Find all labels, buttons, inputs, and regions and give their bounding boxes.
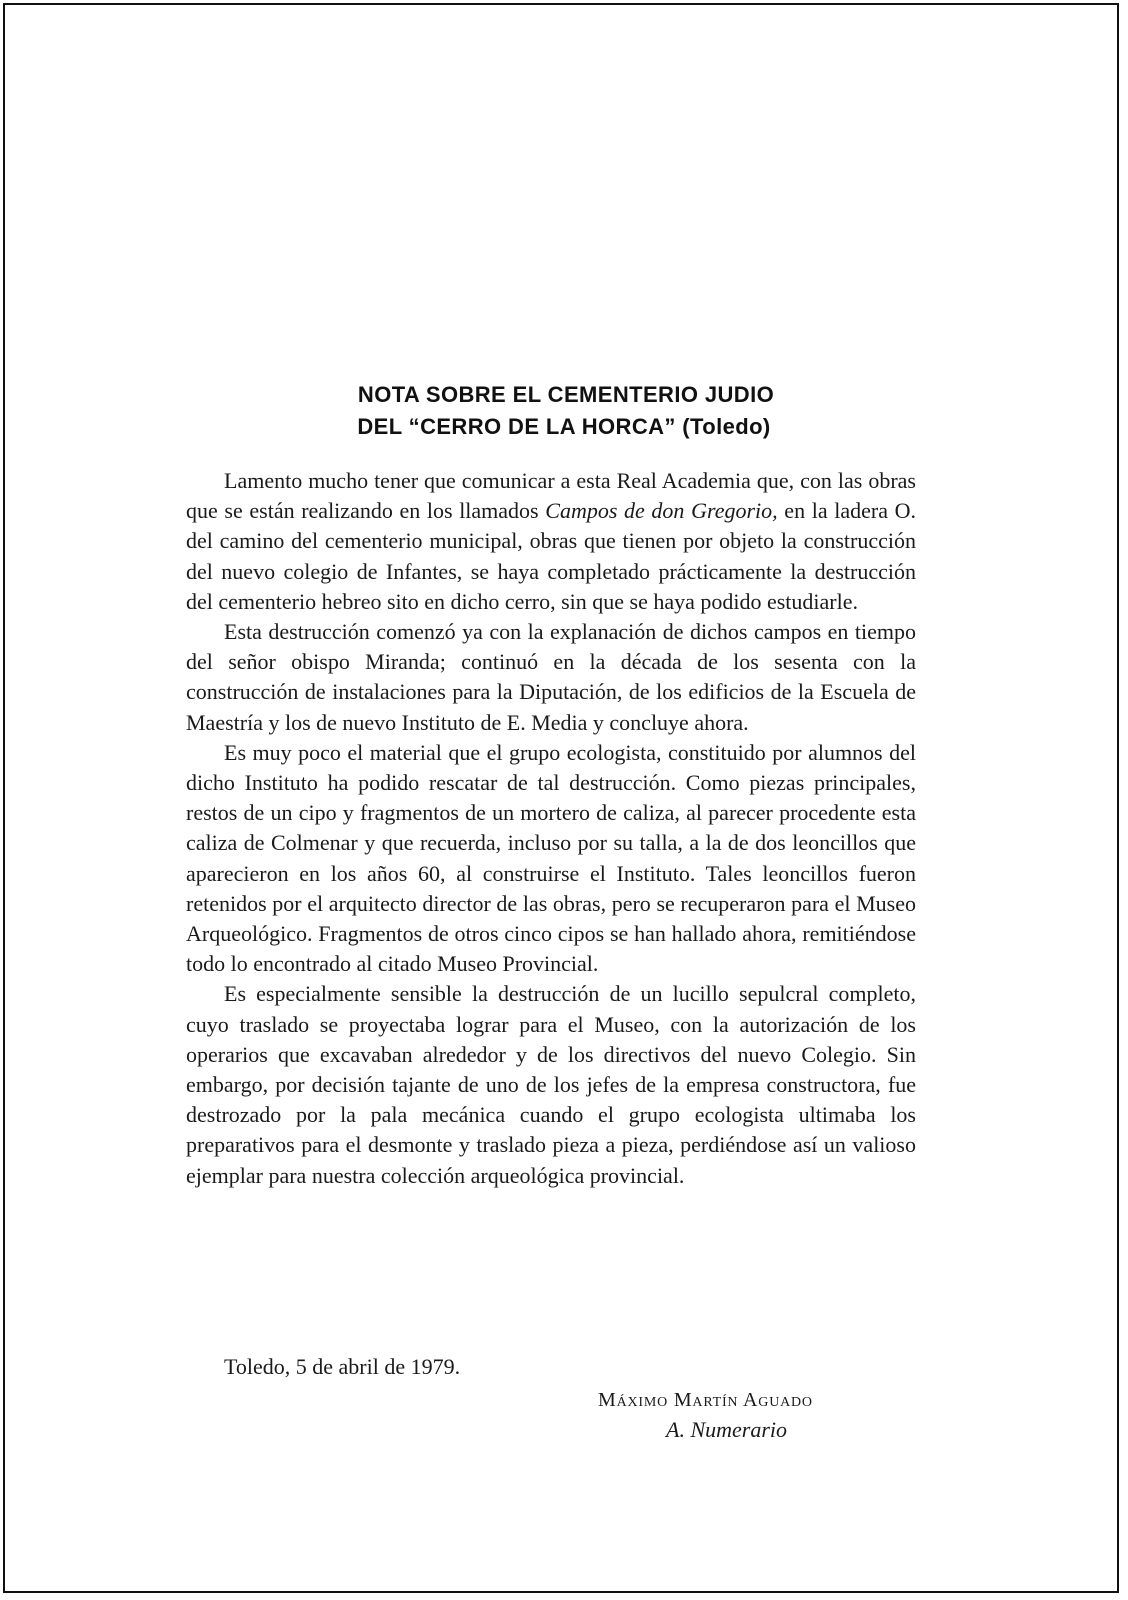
- title-line-2: DEL “CERRO DE LA HORCA” (Toledo): [357, 414, 771, 439]
- paragraph-1-text-b: en la ladera O. del camino del cementerio municipal, obras que tienen por objeto la construcción del nuevo colegio de Infantes, se haya completado prácticamente la destrucción del cementerio hebreo sito en dicho cerro, sin que se haya podido estudiarle.: [186, 498, 916, 614]
- signature-name: Máximo Martín Aguado: [598, 1389, 813, 1411]
- signature-title: A. Numerario: [666, 1417, 787, 1442]
- article-body: [186, 466, 916, 1191]
- paragraph-4: Es especialmente sensible la destrucción de un lucillo sepulcral completo, cuyo traslado se proyectaba lograr para el Museo, con la autorización de los operarios que excavaban alrededor y de los directivos del nuevo Colegio. Sin embargo, por decisión tajante de uno de los jefes de la empresa constructora, fue destrozado por la pala mecánica cuando el grupo ecologista ultimaba los preparativos para el desmonte y traslado pieza a pieza, perdiéndose así un valioso ejemplar para nuestra colección arqueológica provincial.: [186, 981, 916, 1188]
- paragraph-1: [186, 466, 916, 617]
- paragraph-1-text-a: Lamento mucho tener que comunicar a esta Real Academia que, con las obras que se están realizando en los llamados: [186, 468, 916, 524]
- date-line: Toledo, 5 de abril de 1979.: [224, 1354, 461, 1379]
- title-line-1: NOTA SOBRE EL CEMENTERIO JUDIO: [357, 382, 775, 407]
- place-name-italic: Campos de don Gregorio,: [545, 498, 778, 524]
- paragraph-2: Esta destrucción comenzó ya con la explanación de dichos campos en tiempo del señor obispo Miranda; continuó en la década de los sesenta con la construcción de instalaciones para la Diputación, de los edificios de la Escuela de Maestría y los de nuevo Instituto de E. Media y concluye ahora.: [186, 619, 916, 735]
- article-title: [0, 379, 1128, 443]
- paragraph-3: Es muy poco el material que el grupo ecologista, constituido por alumnos del dicho Instituto ha podido rescatar de tal destrucción. Como piezas principales, restos de un cipo y fragmentos de un mortero de caliza, al parecer procedente esta caliza de Colmenar y que recuerda, incluso por su talla, a la de dos leoncillos que aparecieron en los años 60, al construirse el Instituto. Tales leoncillos fueron retenidos por el arquitecto director de las obras, pero se recuperaron para el Museo Arqueológico. Fragmentos de otros cinco cipos se han hallado ahora, remitiéndose todo lo encontrado al citado Museo Provincial.: [186, 739, 916, 977]
